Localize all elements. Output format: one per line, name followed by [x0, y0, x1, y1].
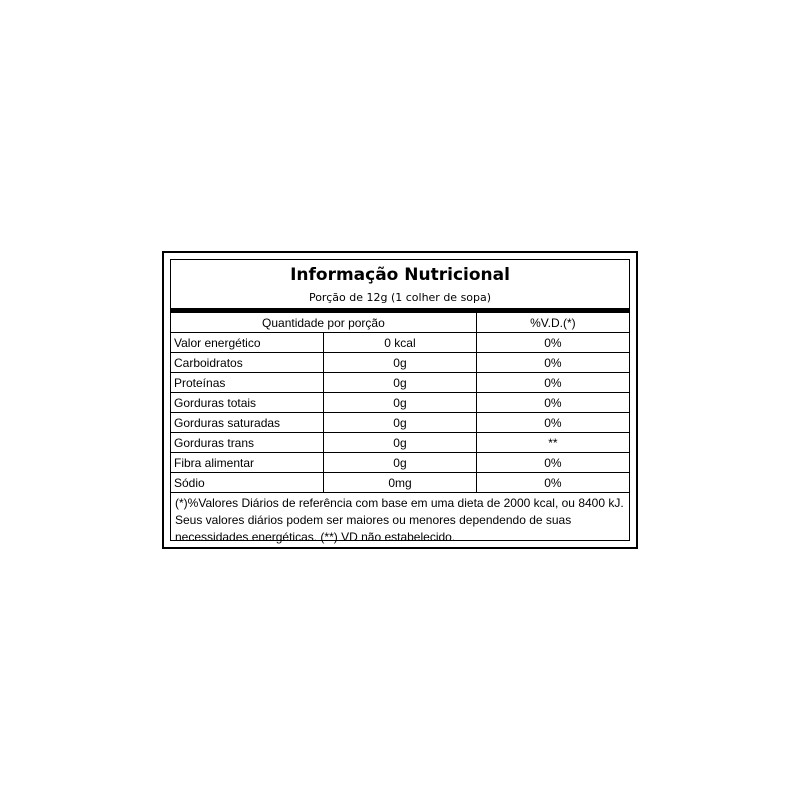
nutrient-name: Valor energético	[171, 333, 324, 353]
nutrient-name: Proteínas	[171, 373, 324, 393]
label-title: Informação Nutricional	[290, 265, 510, 285]
table-row	[171, 453, 629, 473]
nutrient-amount: 0g	[324, 353, 477, 373]
nutrient-daily-value: 0%	[476, 453, 629, 473]
nutrient-name: Gorduras totais	[171, 393, 324, 413]
header-quantity: Quantidade por porção	[171, 313, 476, 333]
nutrient-daily-value: 0%	[476, 473, 629, 493]
nutrient-daily-value: 0%	[476, 413, 629, 433]
nutrition-facts-inner-frame	[170, 259, 630, 544]
table-row	[171, 333, 629, 353]
nutrient-amount: 0mg	[324, 473, 477, 493]
nutrient-name: Carboidratos	[171, 353, 324, 373]
nutrient-amount: 0g	[324, 453, 477, 473]
nutrient-daily-value: 0%	[476, 373, 629, 393]
nutrient-daily-value: 0%	[476, 333, 629, 353]
nutrient-amount: 0g	[324, 433, 477, 453]
nutrient-amount: 0 kcal	[324, 333, 477, 353]
nutrient-daily-value: **	[476, 433, 629, 453]
table-row	[171, 373, 629, 393]
table-row	[171, 433, 629, 453]
nutrient-amount: 0g	[324, 413, 477, 433]
nutrient-daily-value: 0%	[476, 353, 629, 373]
nutrient-name: Gorduras trans	[171, 433, 324, 453]
nutrient-name: Sódio	[171, 473, 324, 493]
table-row	[171, 413, 629, 433]
nutrient-name: Gorduras saturadas	[171, 413, 324, 433]
table-row	[171, 393, 629, 413]
nutrient-name: Fibra alimentar	[171, 453, 324, 473]
table-row	[171, 353, 629, 373]
footnote: (*)%Valores Diários de referência com base em uma dieta de 2000 kcal, ou 8400 kJ. Seus valores diários podem ser maiores ou menores dependendo de suas necessidades energéticas. (**) VD não estabelecido.	[175, 496, 624, 544]
table-header-row	[171, 313, 629, 333]
nutrient-daily-value: 0%	[476, 393, 629, 413]
nutrient-amount: 0g	[324, 393, 477, 413]
portion-size: Porção de 12g (1 colher de sopa)	[308, 291, 492, 304]
nutrient-amount: 0g	[324, 373, 477, 393]
nutrition-table	[171, 313, 629, 493]
header-daily-value: %V.D.(*)	[476, 313, 629, 333]
table-row	[171, 473, 629, 493]
nutrition-facts-label	[162, 251, 638, 549]
